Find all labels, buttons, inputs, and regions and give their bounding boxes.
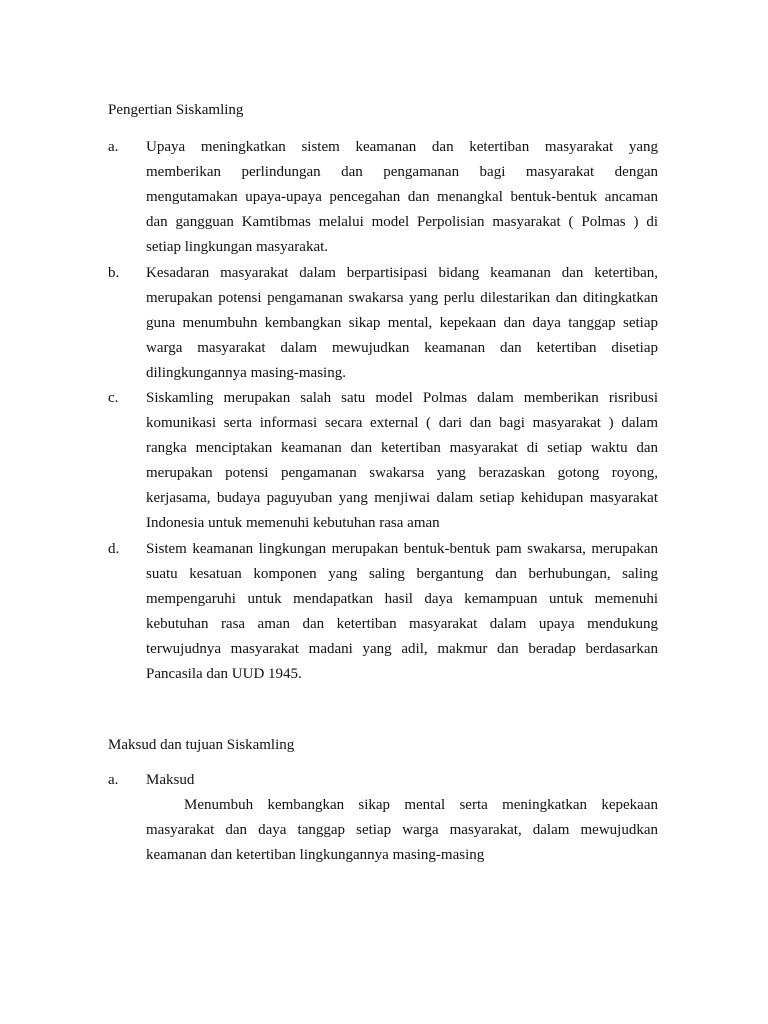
text-line: kebutuhan rasa aman dan ketertiban masyarakat dalam upaya mendukung bbox=[146, 616, 658, 632]
text-line: Sistem keamanan lingkungan merupakan bentuk-bentuk pam swakarsa, merupakan bbox=[146, 541, 658, 557]
text-line: rangka menciptakan keamanan dan ketertiban masyarakat di setiap waktu dan bbox=[146, 440, 658, 456]
list-marker: c. bbox=[108, 390, 119, 406]
text-line: suatu kesatuan komponen yang saling bergantung dan berhubungan, saling bbox=[146, 566, 658, 582]
text-line: kerjasama, budaya paguyuban yang menjiwai dalam setiap kehidupan masyarakat bbox=[146, 490, 658, 506]
list-item-a bbox=[108, 135, 658, 260]
list-marker: d. bbox=[108, 541, 120, 557]
subheading-maksud: Maksud bbox=[146, 772, 195, 788]
section-heading-pengertian: Pengertian Siskamling bbox=[108, 102, 244, 118]
text-line: terwujudnya masyarakat madani yang adil, makmur dan beradap berdasarkan bbox=[146, 641, 658, 657]
text-line: mengutamakan upaya-upaya pencegahan dan menangkal bentuk-bentuk ancaman bbox=[146, 189, 658, 205]
section-heading-maksud-tujuan: Maksud dan tujuan Siskamling bbox=[108, 737, 295, 753]
text-line: Upaya meningkatkan sistem keamanan dan ketertiban masyarakat yang bbox=[146, 139, 658, 155]
list-item-b bbox=[108, 261, 658, 386]
text-line: guna menumbuhn kembangkan sikap mental, kepekaan dan daya tanggap setiap bbox=[146, 315, 658, 331]
text-line: Siskamling merupakan salah satu model Polmas dalam memberikan risribusi bbox=[146, 390, 658, 406]
text-line: dan gangguan Kamtibmas melalui model Perpolisian masyarakat ( Polmas ) di bbox=[146, 214, 658, 230]
list-item-label bbox=[146, 768, 658, 793]
list-item-text bbox=[146, 537, 658, 687]
text-line: warga masyarakat dalam mewujudkan keamanan dan ketertiban disetiap bbox=[146, 340, 658, 356]
list-item-text bbox=[146, 261, 658, 386]
text-line: dilingkungannya masing-masing. bbox=[146, 365, 346, 381]
text-line: Indonesia untuk memenuhi kebutuhan rasa aman bbox=[146, 515, 440, 531]
list-item-c bbox=[108, 386, 658, 536]
list-item-maksud bbox=[108, 768, 658, 793]
text-line: merupakan potensi pengamanan swakarsa yang berazaskan gotong royong, bbox=[146, 465, 658, 481]
text-line: setiap lingkungan masyarakat. bbox=[146, 239, 329, 255]
text-line: masyarakat dan daya tanggap setiap warga masyarakat, dalam mewujudkan bbox=[146, 822, 658, 838]
list-marker: b. bbox=[108, 265, 120, 281]
text-line: komunikasi serta informasi secara external ( dari dan bagi masyarakat ) dalam bbox=[146, 415, 658, 431]
text-line: Kesadaran masyarakat dalam berpartisipasi bidang keamanan dan ketertiban, bbox=[146, 265, 658, 281]
list-item-text bbox=[146, 386, 658, 536]
text-line: Menumbuh kembangkan sikap mental serta meningkatkan kepekaan bbox=[184, 797, 658, 813]
text-line: Pancasila dan UUD 1945. bbox=[146, 666, 302, 682]
list-item-d bbox=[108, 537, 658, 687]
text-line: mempengaruhi untuk mendapatkan hasil daya kemampuan untuk memenuhi bbox=[146, 591, 658, 607]
text-line: merupakan potensi pengamanan swakarsa yang perlu dilestarikan dan ditingkatkan bbox=[146, 290, 658, 306]
text-line: keamanan dan ketertiban lingkungannya masing-masing bbox=[146, 847, 485, 863]
text-line: memberikan perlindungan dan pengamanan bagi masyarakat dengan bbox=[146, 164, 658, 180]
list-marker: a. bbox=[108, 139, 119, 155]
list-marker: a. bbox=[108, 772, 119, 788]
list-item-text bbox=[146, 135, 658, 260]
paragraph-maksud bbox=[146, 793, 658, 868]
